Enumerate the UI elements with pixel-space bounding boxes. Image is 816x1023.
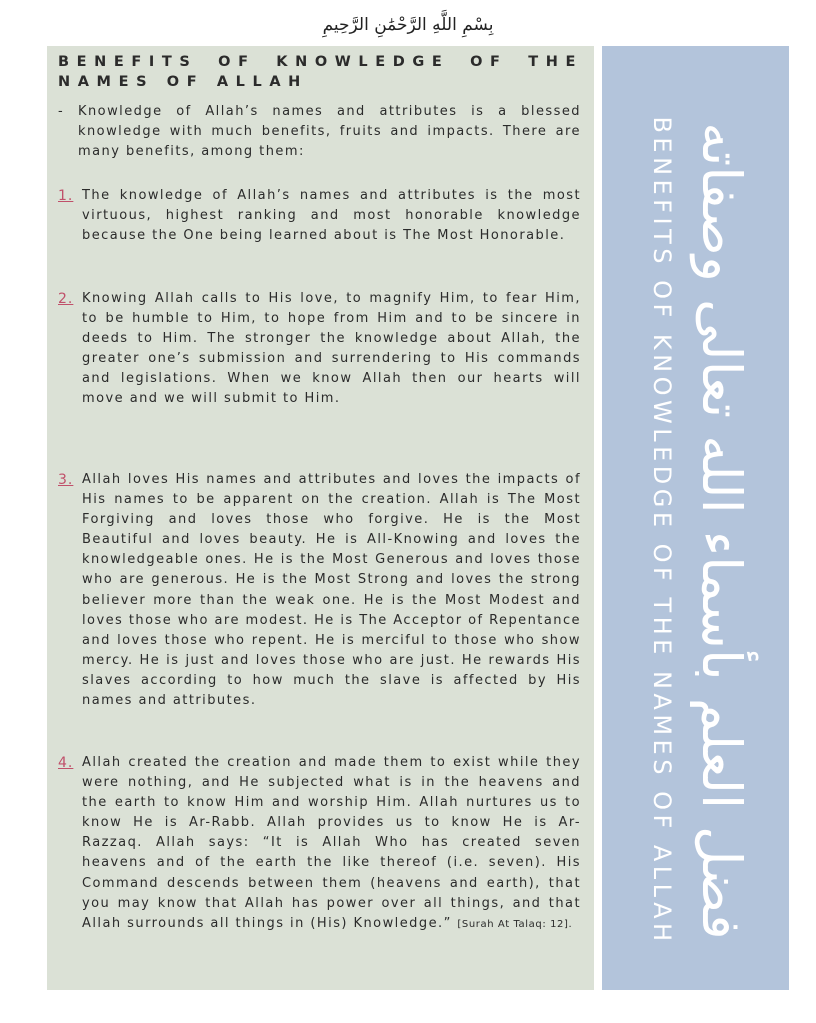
quran-citation: [Surah At Talaq: 12]. xyxy=(457,918,573,930)
side-title-panel xyxy=(602,46,789,990)
bismillah-header: بِسْمِ اللَّهِ الرَّحْمَٰنِ الرَّحِيمِ xyxy=(322,15,494,35)
benefit-text-body: Allah created the creation and made them to exist while they were nothing, and He subjected what is in the heavens and the earth to know Him and worship Him. Allah nurtures us to know He is Ar-Rabb. Allah provides us to know He is Ar-Razzaq. Allah says: “It is Allah Who has created seven heavens and of the earth the like thereof (i.e. seven). His Command descends between them (heavens and earth), that you may know that Allah has power over all things, and that Allah surrounds all things in (His) Knowledge.” xyxy=(82,755,581,931)
benefit-text xyxy=(82,753,581,935)
benefit-text: Knowing Allah calls to His love, to magnify Him, to fear Him, to be humble to Him, to hope from Him and to be sincere in deeds to Him. The stronger the knowledge about Allah, the greater one’s submission and surrendering to His commands and legislations. When we know Allah then our hearts will move and we will submit to Him. xyxy=(82,291,581,407)
benefit-text: The knowledge of Allah’s names and attributes is the most virtuous, highest ranking and most honorable knowledge because the One being learned about is The Most Honorable. xyxy=(82,188,581,244)
intro-paragraph: Knowledge of Allah’s names and attributes is a blessed knowledge with much benefits, fruits and impacts. There are many benefits, among them: xyxy=(78,104,581,160)
english-vertical-title: BENEFITS OF KNOWLEDGE OF THE NAMES OF ALLAH xyxy=(647,116,676,946)
main-content-panel xyxy=(47,46,594,990)
benefit-number: 1. xyxy=(58,188,74,204)
page-title: BENEFITS OF KNOWLEDGE OF THE NAMES OF ALLAH xyxy=(58,54,583,90)
benefit-number: 3. xyxy=(58,472,74,488)
intro-bullet: - xyxy=(58,104,63,119)
benefit-text: Allah loves His names and attributes and loves the impacts of His names to be apparent on the creation. Allah is The Most Forgiving and loves those who forgive. He is the Most Beautiful and loves beauty. He is All-Knowing and loves the knowledgeable ones. He is the Most Generous and loves those who are generous. He is the Most Strong and loves the strong believer more than the weak one. He is the Most Modest and loves those who are modest. He is The Acceptor of Repentance and loves those who repent. He is merciful to those who show mercy. He is just and loves those who are just. He rewards His slaves according to how much the slave is affected by His names and attributes. xyxy=(82,472,581,709)
arabic-vertical-title: فضل العلم بأسماء الله تعالى وصفاته xyxy=(689,122,753,940)
benefit-number: 4. xyxy=(58,755,74,771)
benefit-number: 2. xyxy=(58,291,74,307)
